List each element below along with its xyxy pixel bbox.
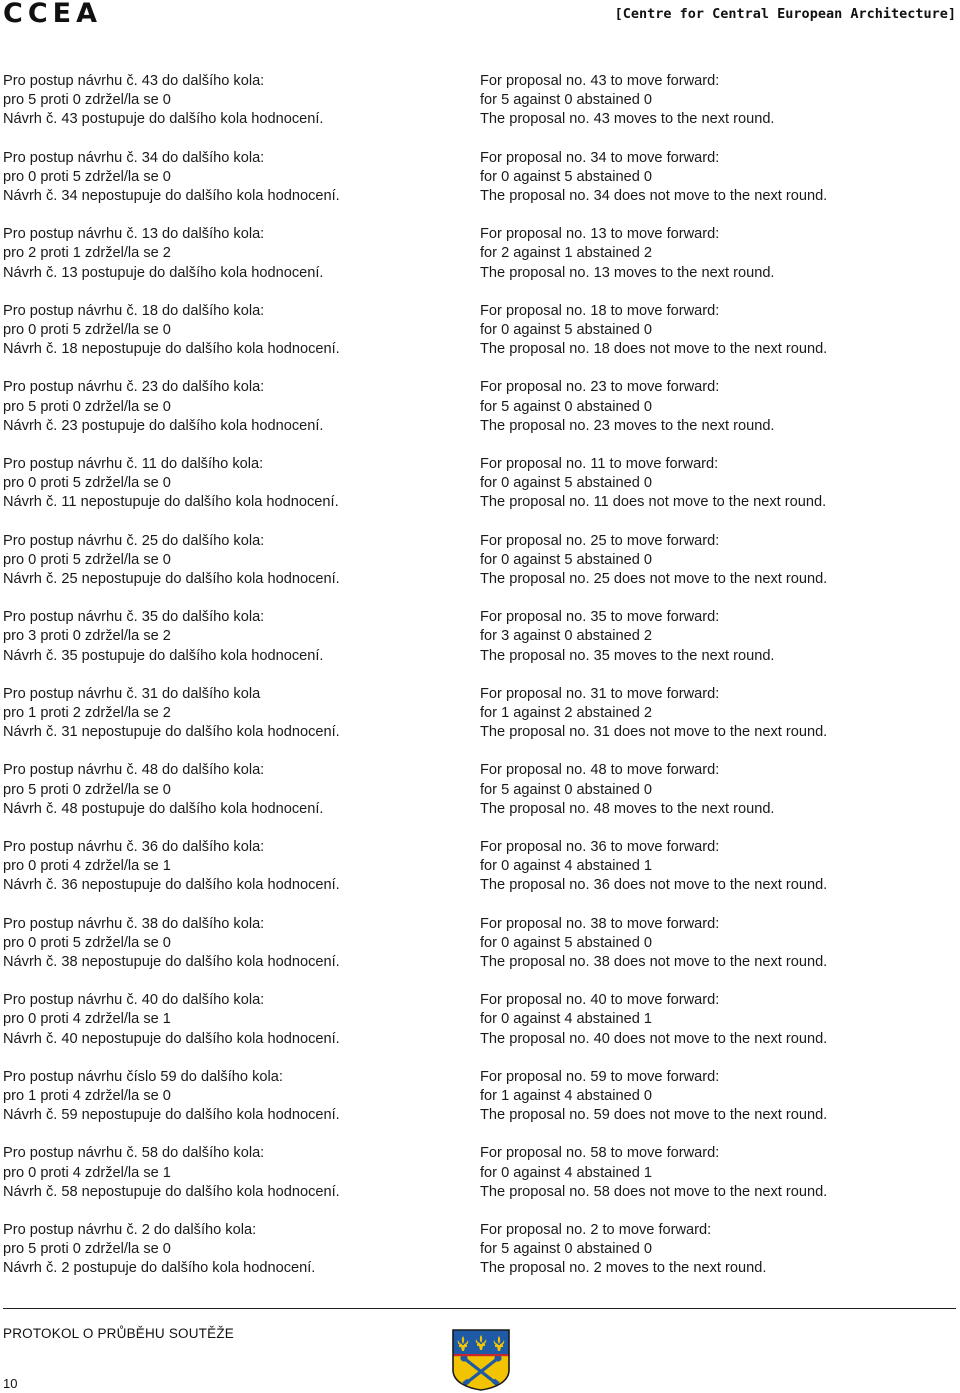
en-heading-line: For proposal no. 25 to move forward: [480,532,720,549]
cs-entry [3,685,468,762]
cs-vote-line: pro 0 proti 4 zdržel/la se 1 [3,1164,171,1181]
cs-result-line: Návrh č. 34 nepostupuje do dalšího kola hodnocení. [3,188,340,204]
en-entry [480,608,955,685]
cs-result-line: Návrh č. 40 nepostupuje do dalšího kola hodnocení. [3,1030,340,1047]
cs-entry [3,149,468,226]
en-entry [480,378,955,455]
cs-vote-line: pro 1 proti 4 zdržel/la se 0 [3,1087,171,1104]
cs-heading-line: Pro postup návrhu číslo 59 do dalšího kola: [3,1068,283,1085]
cs-vote-line: pro 5 proti 0 zdržel/la se 0 [3,1241,171,1258]
en-heading-line: For proposal no. 11 to move forward: [480,455,719,472]
en-result-line: The proposal no. 59 does not move to the next round. [480,1107,828,1124]
cs-heading-line: Pro postup návrhu č. 11 do dalšího kola: [3,455,264,472]
organization-name: [Centre for Central European Architecture] [614,6,956,22]
czech-column [3,72,468,1298]
cs-result-line: Návrh č. 36 nepostupuje do dalšího kola hodnocení. [3,877,340,894]
en-heading-line: For proposal no. 38 to move forward: [480,915,720,932]
cs-vote-line: pro 0 proti 4 zdržel/la se 1 [3,1011,171,1028]
en-vote-line: for 0 against 4 abstained 1 [480,1164,653,1181]
en-entry [480,838,955,915]
cs-vote-line: pro 0 proti 5 zdržel/la se 0 [3,551,171,568]
cs-vote-line: pro 5 proti 0 zdržel/la se 0 [3,398,171,415]
en-heading-line: For proposal no. 59 to move forward: [480,1068,720,1085]
en-result-line: The proposal no. 23 moves to the next round. [480,417,775,434]
en-result-line: The proposal no. 43 moves to the next round. [480,111,775,128]
en-result-line: The proposal no. 25 does not move to the next round. [480,570,828,587]
en-heading-line: For proposal no. 2 to move forward: [480,1221,712,1238]
en-entry [480,685,955,762]
cs-result-line: Návrh č. 48 postupuje do dalšího kola hodnocení. [3,800,324,817]
en-heading-line: For proposal no. 58 to move forward: [480,1145,720,1162]
cs-result-line: Návrh č. 18 nepostupuje do dalšího kola hodnocení. [3,341,340,358]
cs-vote-line: pro 0 proti 5 zdržel/la se 0 [3,168,171,185]
footer-title: PROTOKOL O PRŮBĚHU SOUTĚŽE [3,1326,234,1341]
en-entry [480,991,955,1068]
cs-entry [3,455,468,532]
cs-entry [3,302,468,379]
cs-vote-line: pro 5 proti 0 zdržel/la se 0 [3,781,171,798]
en-entry [480,302,955,379]
en-result-line: The proposal no. 36 does not move to the next round. [480,877,828,894]
cs-entry [3,991,468,1068]
cs-result-line: Návrh č. 59 nepostupuje do dalšího kola hodnocení. [3,1107,340,1124]
cs-heading-line: Pro postup návrhu č. 34 do dalšího kola: [3,149,265,166]
en-result-line: The proposal no. 35 moves to the next round. [480,647,775,664]
en-heading-line: For proposal no. 23 to move forward: [480,379,720,396]
en-entry [480,149,955,226]
cs-heading-line: Pro postup návrhu č. 23 do dalšího kola: [3,379,265,396]
en-entry [480,1068,955,1145]
en-result-line: The proposal no. 31 does not move to the next round. [480,724,828,741]
en-entry [480,1144,955,1221]
cs-entry [3,838,468,915]
en-heading-line: For proposal no. 31 to move forward: [480,685,720,702]
en-result-line: The proposal no. 11 does not move to the next round. [480,494,827,511]
cs-heading-line: Pro postup návrhu č. 31 do dalšího kola [3,685,261,702]
cs-entry [3,378,468,455]
en-result-line: The proposal no. 13 moves to the next round. [480,264,775,281]
cs-entry [3,608,468,685]
cs-vote-line: pro 0 proti 5 zdržel/la se 0 [3,475,171,492]
en-entry [480,225,955,302]
en-heading-line: For proposal no. 34 to move forward: [480,149,720,166]
en-result-line: The proposal no. 34 does not move to the next round. [480,188,828,204]
en-vote-line: for 0 against 5 abstained 0 [480,475,653,492]
cs-result-line: Návrh č. 13 postupuje do dalšího kola hodnocení. [3,264,324,281]
en-heading-line: For proposal no. 18 to move forward: [480,302,720,319]
en-vote-line: for 1 against 2 abstained 2 [480,704,653,721]
page-number: 10 [3,1376,18,1391]
cs-vote-line: pro 0 proti 4 zdržel/la se 1 [3,858,171,875]
cs-entry [3,1221,468,1298]
en-entry [480,1221,955,1298]
en-entry [480,915,955,992]
cs-entry [3,225,468,302]
cs-vote-line: pro 0 proti 5 zdržel/la se 0 [3,934,171,951]
cs-entry [3,1144,468,1221]
en-vote-line: for 0 against 5 abstained 0 [480,168,653,185]
en-heading-line: For proposal no. 36 to move forward: [480,838,720,855]
en-heading-line: For proposal no. 48 to move forward: [480,762,720,779]
en-heading-line: For proposal no. 13 to move forward: [480,226,720,243]
en-vote-line: for 5 against 0 abstained 0 [480,781,653,798]
cs-vote-line: pro 5 proti 0 zdržel/la se 0 [3,92,171,109]
en-result-line: The proposal no. 40 does not move to the next round. [480,1030,828,1047]
cs-heading-line: Pro postup návrhu č. 48 do dalšího kola: [3,762,265,779]
cs-heading-line: Pro postup návrhu č. 40 do dalšího kola: [3,992,265,1009]
en-vote-line: for 5 against 0 abstained 0 [480,92,653,109]
cs-result-line: Návrh č. 58 nepostupuje do dalšího kola hodnocení. [3,1183,340,1200]
cs-heading-line: Pro postup návrhu č. 35 do dalšího kola: [3,609,265,626]
cs-entry [3,532,468,609]
en-result-line: The proposal no. 58 does not move to the next round. [480,1183,828,1200]
en-entry [480,72,955,149]
cs-heading-line: Pro postup návrhu č. 2 do dalšího kola: [3,1221,257,1238]
cs-heading-line: Pro postup návrhu č. 38 do dalšího kola: [3,915,265,932]
cs-vote-line: pro 0 proti 5 zdržel/la se 0 [3,321,171,338]
en-result-line: The proposal no. 48 moves to the next round. [480,800,775,817]
en-entry [480,455,955,532]
cs-heading-line: Pro postup návrhu č. 58 do dalšího kola: [3,1145,265,1162]
cs-heading-line: Pro postup návrhu č. 13 do dalšího kola: [3,226,265,243]
cs-result-line: Návrh č. 43 postupuje do dalšího kola hodnocení. [3,111,324,128]
english-column [480,72,955,1298]
en-vote-line: for 5 against 0 abstained 0 [480,1241,653,1258]
cs-heading-line: Pro postup návrhu č. 36 do dalšího kola: [3,838,265,855]
en-result-line: The proposal no. 18 does not move to the next round. [480,341,828,358]
cs-heading-line: Pro postup návrhu č. 25 do dalšího kola: [3,532,265,549]
cs-result-line: Návrh č. 2 postupuje do dalšího kola hodnocení. [3,1260,316,1277]
page-header [0,0,960,40]
cs-heading-line: Pro postup návrhu č. 43 do dalšího kola: [3,73,265,89]
cs-vote-line: pro 3 proti 0 zdržel/la se 2 [3,628,171,645]
en-vote-line: for 2 against 1 abstained 2 [480,245,653,262]
en-vote-line: for 0 against 4 abstained 1 [480,1011,653,1028]
ccea-logo: CCEA [3,0,102,29]
en-vote-line: for 0 against 4 abstained 1 [480,858,653,875]
cs-vote-line: pro 2 proti 1 zdržel/la se 2 [3,245,171,262]
cs-result-line: Návrh č. 25 nepostupuje do dalšího kola hodnocení. [3,570,340,587]
cs-result-line: Návrh č. 11 nepostupuje do dalšího kola hodnocení. [3,494,339,511]
cs-heading-line: Pro postup návrhu č. 18 do dalšího kola: [3,302,265,319]
en-heading-line: For proposal no. 43 to move forward: [480,73,720,89]
cs-result-line: Návrh č. 38 nepostupuje do dalšího kola hodnocení. [3,953,340,970]
en-vote-line: for 3 against 0 abstained 2 [480,628,653,645]
en-result-line: The proposal no. 38 does not move to the next round. [480,953,828,970]
en-heading-line: For proposal no. 35 to move forward: [480,609,720,626]
en-vote-line: for 5 against 0 abstained 0 [480,398,653,415]
en-entry [480,761,955,838]
coat-of-arms-icon [449,1326,513,1392]
en-vote-line: for 0 against 5 abstained 0 [480,934,653,951]
en-vote-line: for 0 against 5 abstained 0 [480,551,653,568]
footer-divider [3,1308,956,1309]
en-result-line: The proposal no. 2 moves to the next round. [480,1260,767,1277]
cs-entry [3,915,468,992]
cs-entry [3,1068,468,1145]
cs-result-line: Návrh č. 31 nepostupuje do dalšího kola hodnocení. [3,724,340,741]
en-entry [480,532,955,609]
cs-entry [3,72,468,149]
cs-vote-line: pro 1 proti 2 zdržel/la se 2 [3,704,171,721]
cs-entry [3,761,468,838]
en-heading-line: For proposal no. 40 to move forward: [480,992,720,1009]
cs-result-line: Návrh č. 35 postupuje do dalšího kola hodnocení. [3,647,324,664]
en-vote-line: for 1 against 4 abstained 0 [480,1087,653,1104]
en-vote-line: for 0 against 5 abstained 0 [480,321,653,338]
cs-result-line: Návrh č. 23 postupuje do dalšího kola hodnocení. [3,417,324,434]
